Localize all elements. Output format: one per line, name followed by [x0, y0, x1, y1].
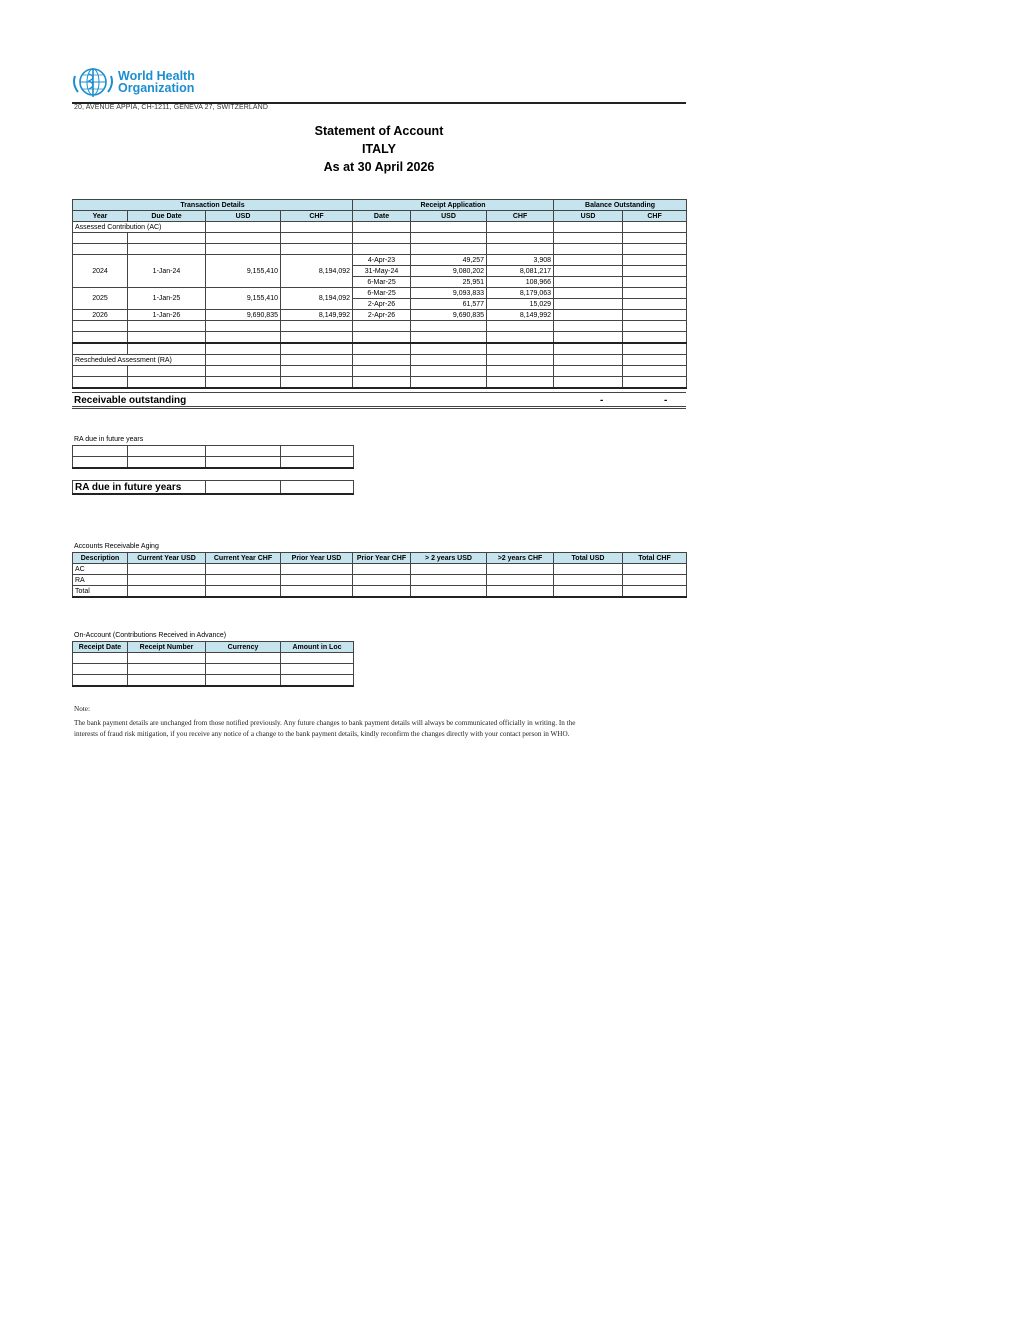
col-balance-usd: USD — [554, 211, 623, 222]
ra-future-total-label: RA due in future years — [73, 481, 206, 495]
aging-col-total-usd: Total USD — [554, 553, 623, 564]
receipt-usd-cell: 9,690,835 — [411, 310, 487, 321]
section-ra-label: Rescheduled Assessment (RA) — [73, 355, 206, 366]
who-emblem-icon — [72, 66, 114, 98]
table-row — [73, 332, 687, 344]
col-date: Date — [353, 211, 411, 222]
on-account-col-amount: Amount in Loc — [281, 642, 354, 653]
receipt-chf-cell: 8,081,217 — [487, 266, 554, 277]
note-label: Note: — [74, 705, 90, 713]
table-row — [73, 675, 354, 687]
address: 20, AVENUE APPIA, CH-1211, GENEVA 27, SWITZERLAND — [74, 104, 268, 111]
on-account-section-label: On-Account (Contributions Received in Advance) — [74, 632, 227, 639]
receivable-label: Receivable outstanding — [74, 395, 187, 406]
receipt-date-cell: 6-Mar-25 — [353, 277, 411, 288]
as-at-date: As at 30 April 2026 — [323, 160, 435, 174]
usd-cell: 9,690,835 — [206, 310, 281, 321]
aging-row-total — [73, 586, 687, 598]
table-row — [73, 244, 687, 255]
year-cell: 2024 — [73, 255, 128, 288]
statement-table — [72, 199, 687, 389]
table-row — [73, 664, 354, 675]
table-row — [73, 377, 687, 389]
section-ra-row — [73, 355, 687, 366]
col-chf: CHF — [281, 211, 353, 222]
aging-col-prior-chf: Prior Year CHF — [353, 553, 411, 564]
org-name-line2: Organization — [118, 81, 195, 95]
group-header-row — [73, 200, 687, 211]
chf-cell: 8,194,092 — [281, 255, 353, 288]
receipt-date-cell: 2-Apr-26 — [353, 299, 411, 310]
on-account-header-row — [73, 642, 354, 653]
col-year: Year — [73, 211, 128, 222]
table-row — [73, 343, 687, 355]
receipt-usd-cell: 49,257 — [411, 255, 487, 266]
on-account-col-receipt-date: Receipt Date — [73, 642, 128, 653]
note-line2: interests of fraud risk mitigation, if you receive any notice of a change to the bank payment details, kindly reconfirm the changes directly with your contact person in WHO. — [74, 730, 570, 738]
table-row — [73, 481, 354, 495]
aging-col-2y-usd: > 2 years USD — [411, 553, 487, 564]
group-header-receipt: Receipt Application — [353, 200, 554, 211]
ra-future-total-table — [72, 480, 354, 495]
aging-row-ac — [73, 564, 687, 575]
receivable-chf: - — [664, 395, 668, 406]
aging-row-label: Total — [73, 586, 128, 598]
year-cell: 2025 — [73, 288, 128, 310]
receipt-usd-cell: 25,951 — [411, 277, 487, 288]
aging-col-current-chf: Current Year CHF — [206, 553, 281, 564]
receipt-chf-cell: 8,149,992 — [487, 310, 554, 321]
aging-row-label: RA — [73, 575, 128, 586]
due-date-cell: 1-Jan-25 — [128, 288, 206, 310]
col-due-date: Due Date — [128, 211, 206, 222]
table-row — [73, 321, 687, 332]
aging-section-label: Accounts Receivable Aging — [74, 543, 159, 550]
col-receipt-usd: USD — [411, 211, 487, 222]
table-row — [73, 288, 687, 299]
aging-row-label: AC — [73, 564, 128, 575]
usd-cell: 9,155,410 — [206, 288, 281, 310]
receipt-date-cell: 2-Apr-26 — [353, 310, 411, 321]
statement-title: Statement of Account — [314, 124, 444, 138]
aging-table — [72, 552, 687, 598]
col-usd: USD — [206, 211, 281, 222]
receipt-chf-cell: 15,029 — [487, 299, 554, 310]
table-row — [73, 446, 354, 457]
section-ac-label: Assessed Contribution (AC) — [73, 222, 206, 233]
aging-col-total-chf: Total CHF — [623, 553, 687, 564]
aging-row-ra — [73, 575, 687, 586]
aging-col-2y-chf: >2 years CHF — [487, 553, 554, 564]
receivable-double-rule — [72, 406, 686, 409]
column-header-row — [73, 211, 687, 222]
aging-col-current-usd: Current Year USD — [128, 553, 206, 564]
receivable-top-rule — [72, 392, 686, 393]
receipt-usd-cell: 61,577 — [411, 299, 487, 310]
col-receipt-chf: CHF — [487, 211, 554, 222]
who-logo — [72, 66, 202, 98]
col-balance-chf: CHF — [623, 211, 687, 222]
due-date-cell: 1-Jan-26 — [128, 310, 206, 321]
table-row — [73, 366, 687, 377]
on-account-col-currency: Currency — [206, 642, 281, 653]
on-account-col-receipt-number: Receipt Number — [128, 642, 206, 653]
section-ac-row — [73, 222, 687, 233]
aging-col-description: Description — [73, 553, 128, 564]
group-header-transaction: Transaction Details — [73, 200, 353, 211]
table-row — [73, 233, 687, 244]
group-header-balance: Balance Outstanding — [554, 200, 687, 211]
ra-future-section-label: RA due in future years — [74, 436, 144, 443]
receipt-date-cell: 6-Mar-25 — [353, 288, 411, 299]
ra-future-table — [72, 445, 354, 469]
receipt-date-cell: 31-May-24 — [353, 266, 411, 277]
aging-header-row — [73, 553, 687, 564]
chf-cell: 8,194,092 — [281, 288, 353, 310]
chf-cell: 8,149,992 — [281, 310, 353, 321]
receipt-usd-cell: 9,093,833 — [411, 288, 487, 299]
note-line1: The bank payment details are unchanged from those notified previously. Any future changes to bank payment details will always be communicated officially in writing. In the — [74, 719, 576, 727]
receipt-chf-cell: 8,179,063 — [487, 288, 554, 299]
org-name — [118, 70, 195, 94]
receipt-chf-cell: 3,908 — [487, 255, 554, 266]
receipt-chf-cell: 108,966 — [487, 277, 554, 288]
table-row — [73, 653, 354, 664]
year-cell: 2026 — [73, 310, 128, 321]
due-date-cell: 1-Jan-24 — [128, 255, 206, 288]
receivable-usd: - — [600, 395, 604, 406]
aging-col-prior-usd: Prior Year USD — [281, 553, 353, 564]
org-name-line1: World Health — [118, 69, 195, 83]
receipt-date-cell: 4-Apr-23 — [353, 255, 411, 266]
country-title: ITALY — [361, 142, 397, 156]
on-account-table — [72, 641, 354, 687]
usd-cell: 9,155,410 — [206, 255, 281, 288]
table-row — [73, 310, 687, 321]
table-row — [73, 255, 687, 266]
receipt-usd-cell: 9,080,202 — [411, 266, 487, 277]
table-row — [73, 457, 354, 469]
